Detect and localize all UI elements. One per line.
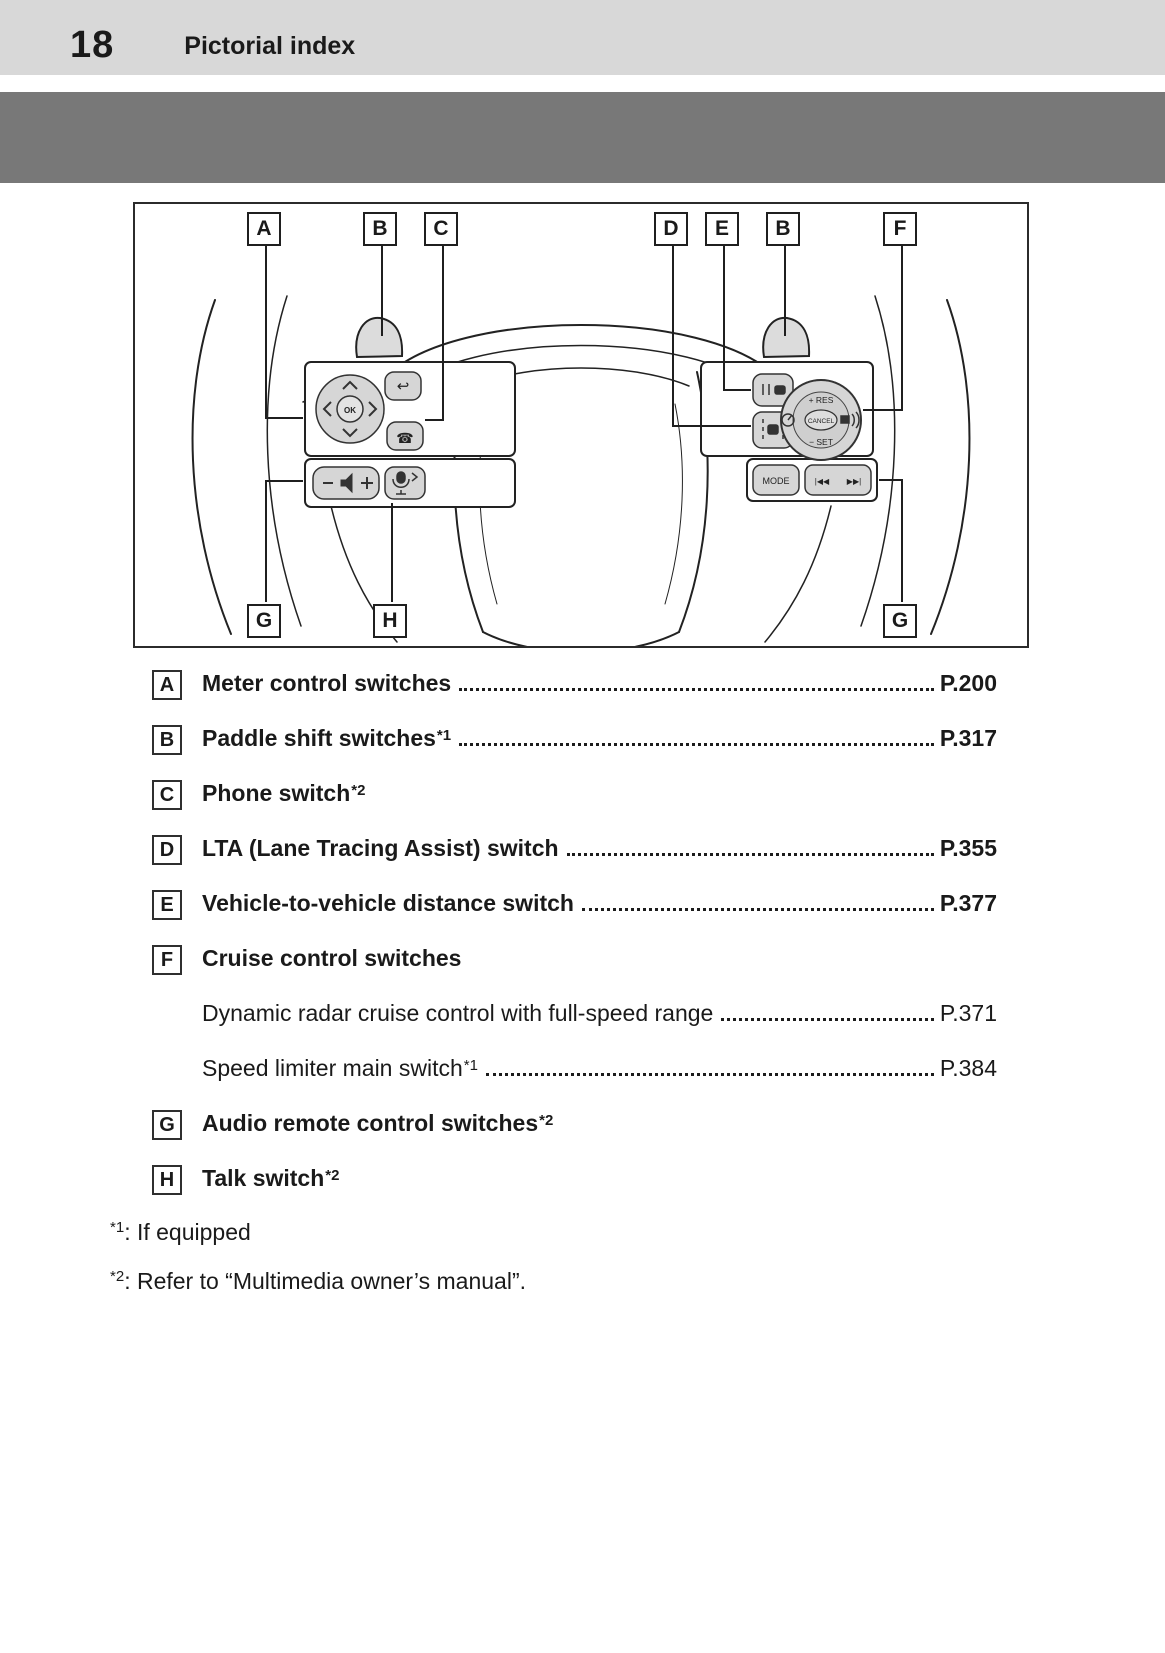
dot-leader — [459, 743, 934, 746]
item-label: Cruise control switches — [202, 945, 462, 971]
item-key: D — [152, 835, 182, 865]
index-item-e — [152, 888, 997, 918]
mode-label: MODE — [762, 476, 790, 486]
index-subitem-speed-limiter — [202, 1053, 997, 1083]
callout-h: H — [373, 604, 407, 638]
item-label: Talk switch — [202, 1165, 325, 1191]
callout-g1: G — [247, 604, 281, 638]
item-key: A — [152, 670, 182, 700]
section-title: Pictorial index — [184, 32, 356, 60]
ok-label: OK — [344, 406, 356, 415]
subitem-label: Dynamic radar cruise control with full-speed range — [202, 1000, 714, 1026]
footnote-marker: *2 — [110, 1268, 125, 1285]
callout-c: C — [424, 212, 458, 246]
index-item-b — [152, 723, 997, 753]
index-item-g — [152, 1108, 997, 1138]
callout-f: F — [883, 212, 917, 246]
footnotes — [110, 1218, 1065, 1299]
index-item-f — [152, 943, 997, 973]
callout-g2: G — [883, 604, 917, 638]
page-ref: P.384 — [939, 1055, 997, 1081]
item-key: C — [152, 780, 182, 810]
dot-leader — [721, 1018, 934, 1021]
res-label: + RES — [808, 395, 834, 405]
page-ref: P.200 — [939, 670, 997, 696]
index-subitem-dynamic-radar — [202, 998, 997, 1028]
footnote-marker: *1 — [110, 1219, 125, 1236]
dot-leader — [567, 853, 934, 856]
page-ref: P.317 — [939, 725, 997, 751]
item-superscript: *2 — [325, 1167, 340, 1184]
left-paddle — [356, 318, 402, 357]
audio-remote-switches-left — [313, 467, 425, 499]
page-ref: P.377 — [939, 890, 997, 916]
pictorial-index-list — [152, 668, 997, 1193]
footnote-text: : If equipped — [124, 1219, 251, 1245]
subitem-label: Speed limiter main switch — [202, 1055, 463, 1081]
steering-wheel-diagram — [133, 202, 1029, 648]
page-header — [0, 0, 1165, 75]
item-label: Audio remote control switches — [202, 1110, 539, 1136]
item-key: E — [152, 890, 182, 920]
footnote-text: : Refer to “Multimedia owner’s manual”. — [124, 1268, 526, 1294]
item-key: B — [152, 725, 182, 755]
page-ref: P.355 — [939, 835, 997, 861]
callout-e: E — [705, 212, 739, 246]
chapter-banner — [0, 92, 1165, 183]
phone-icon: ☎ — [396, 430, 414, 446]
footnote-2 — [110, 1267, 1065, 1299]
item-superscript: *2 — [539, 1112, 554, 1129]
callout-b2: B — [766, 212, 800, 246]
track-prev-icon: |◀◀ — [814, 477, 830, 486]
item-label: LTA (Lane Tracing Assist) switch — [202, 835, 559, 861]
item-label: Paddle shift switches — [202, 725, 436, 751]
cancel-label: CANCEL — [807, 418, 835, 425]
subitem-superscript: *1 — [463, 1057, 478, 1074]
index-item-d — [152, 833, 997, 863]
dot-leader — [486, 1073, 934, 1076]
callout-a: A — [247, 212, 281, 246]
item-key: G — [152, 1110, 182, 1140]
dot-leader — [582, 908, 934, 911]
index-item-a — [152, 668, 997, 698]
item-superscript: *1 — [436, 727, 452, 744]
item-label: Vehicle-to-vehicle distance switch — [202, 890, 574, 916]
leader-a — [266, 244, 303, 418]
item-label: Phone switch — [202, 780, 351, 806]
callout-b1: B — [363, 212, 397, 246]
item-key: F — [152, 945, 182, 975]
set-label: − SET — [809, 437, 833, 447]
right-paddle — [763, 318, 809, 357]
index-item-h — [152, 1163, 997, 1193]
back-icon: ↩ — [396, 378, 410, 395]
track-next-icon: ▶▶| — [846, 477, 862, 486]
index-item-c — [152, 778, 997, 808]
footnote-1 — [110, 1218, 1065, 1250]
page-ref: P.371 — [939, 1000, 997, 1026]
page-number: 18 — [70, 24, 115, 66]
item-superscript: *2 — [351, 782, 366, 799]
callout-d: D — [654, 212, 688, 246]
item-key: H — [152, 1165, 182, 1195]
item-label: Meter control switches — [202, 670, 452, 696]
steering-wheel-line-art — [135, 204, 1027, 646]
dot-leader — [459, 688, 934, 691]
